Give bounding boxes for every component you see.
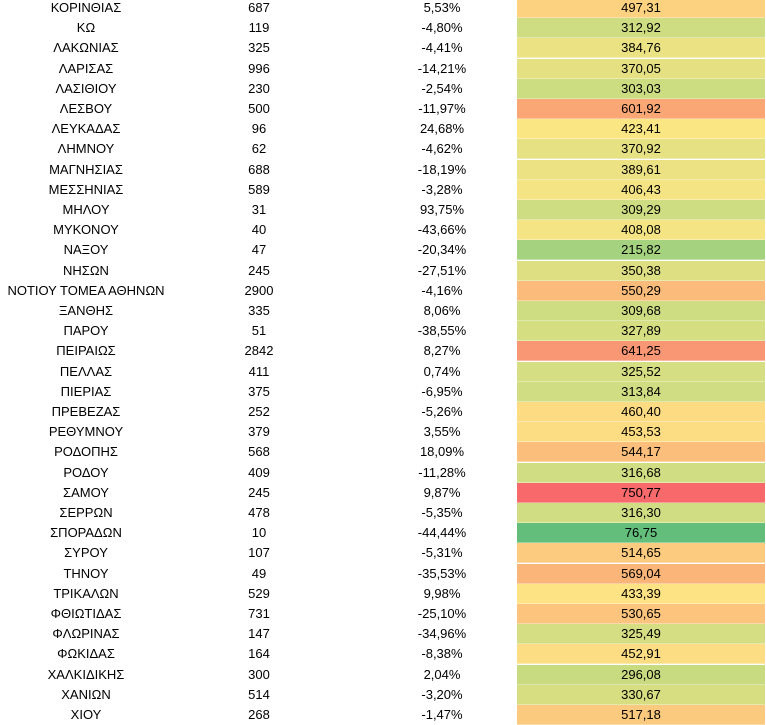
table-row [0, 200, 766, 220]
count-cell[interactable]: 268 [248, 707, 270, 722]
percent-change-cell[interactable]: -6,95% [421, 383, 463, 399]
table-row [0, 503, 766, 523]
value-cell[interactable]: 370,05 [517, 59, 765, 79]
region-name-cell[interactable]: ΧΑΝΙΩΝ [61, 686, 111, 702]
percent-change-cell[interactable]: -4,16% [421, 282, 463, 298]
percent-change-cell[interactable]: 8,06% [423, 303, 461, 318]
count-cell[interactable]: 40 [251, 222, 267, 238]
count-cell[interactable]: 568 [248, 444, 270, 460]
region-name-cell[interactable]: ΛΑΚΩΝΙΑΣ [53, 40, 119, 56]
count-cell[interactable]: 514 [248, 686, 270, 702]
count-cell[interactable]: 230 [248, 80, 270, 96]
percent-change-cell[interactable]: -43,66% [417, 222, 467, 238]
percent-change-cell[interactable]: -1,47% [421, 707, 463, 722]
percent-change-cell[interactable]: -38,55% [417, 323, 467, 339]
percent-change-cell[interactable]: -34,96% [417, 626, 467, 642]
percent-change-cell[interactable]: 24,68% [419, 121, 465, 137]
value-cell[interactable]: 312,92 [517, 18, 765, 38]
table-row [0, 160, 766, 180]
percent-change-cell[interactable]: -4,41% [421, 40, 463, 56]
region-name-cell[interactable]: ΞΑΝΘΗΣ [58, 303, 114, 318]
count-cell[interactable]: 335 [248, 303, 270, 318]
percent-change-cell[interactable]: 3,55% [423, 424, 461, 440]
count-cell[interactable]: 47 [251, 242, 267, 258]
percent-change-cell[interactable]: -3,28% [421, 181, 463, 197]
table-row [0, 0, 766, 18]
region-name-cell[interactable]: ΦΘΙΩΤΙΔΑΣ [50, 606, 122, 621]
value-cell[interactable]: 309,68 [517, 301, 765, 321]
region-name-cell[interactable]: ΜΥΚΟΝΟΥ [53, 222, 119, 238]
count-cell[interactable]: 10 [251, 525, 267, 541]
value-cell[interactable]: 750,77 [517, 483, 765, 503]
value-cell[interactable]: 423,41 [517, 119, 765, 139]
table-row [0, 119, 766, 139]
table-row [0, 644, 766, 664]
count-cell[interactable]: 49 [251, 565, 267, 581]
table-row [0, 604, 766, 624]
count-cell[interactable]: 325 [248, 40, 270, 56]
table-row [0, 301, 766, 321]
percent-change-cell[interactable]: -11,28% [418, 464, 466, 480]
table-row [0, 523, 766, 543]
count-cell[interactable]: 252 [248, 404, 270, 419]
percent-change-cell[interactable]: -5,35% [421, 505, 463, 520]
region-name-cell[interactable]: ΠΙΕΡΙΑΣ [60, 383, 112, 399]
table-row [0, 362, 766, 382]
table-row [0, 665, 766, 685]
region-name-cell[interactable]: ΠΕΛΛΑΣ [59, 363, 113, 379]
value-cell[interactable]: 460,40 [517, 402, 765, 422]
percent-change-cell[interactable]: 0,74% [423, 363, 461, 379]
table-row [0, 180, 766, 200]
count-cell[interactable]: 119 [248, 20, 270, 36]
value-cell[interactable]: 569,04 [517, 564, 765, 584]
region-name-cell[interactable]: ΚΩ [76, 20, 96, 36]
region-name-cell[interactable]: ΠΑΡΟΥ [63, 323, 109, 339]
table-row [0, 442, 766, 462]
percent-change-cell[interactable]: 9,87% [423, 484, 461, 500]
value-cell[interactable]: 215,82 [517, 240, 765, 260]
count-cell[interactable]: 589 [248, 181, 270, 197]
value-cell[interactable]: 296,08 [517, 665, 765, 685]
count-cell[interactable]: 2842 [244, 343, 274, 359]
percent-change-cell[interactable]: -3,20% [421, 686, 463, 702]
count-cell[interactable]: 500 [248, 101, 270, 116]
table-row [0, 341, 766, 361]
value-cell[interactable]: 350,38 [517, 261, 765, 281]
value-cell[interactable]: 408,08 [517, 220, 765, 240]
value-cell[interactable]: 452,91 [517, 644, 765, 664]
region-name-cell[interactable]: ΤΡΙΚΑΛΩΝ [53, 585, 119, 601]
region-name-cell[interactable]: ΠΕΙΡΑΙΩΣ [56, 343, 116, 359]
table-row [0, 79, 766, 99]
table-row [0, 705, 766, 725]
count-cell[interactable]: 478 [248, 505, 270, 520]
count-cell[interactable]: 96 [251, 121, 267, 137]
value-cell[interactable]: 517,18 [517, 705, 765, 725]
region-name-cell[interactable]: ΦΩΚΙΔΑΣ [57, 646, 115, 662]
region-name-cell[interactable]: ΡΟΔΟΥ [63, 464, 109, 480]
table-row [0, 99, 766, 119]
value-cell[interactable]: 303,03 [517, 79, 765, 99]
table-row [0, 240, 766, 260]
count-cell[interactable]: 375 [248, 383, 270, 399]
table-row [0, 261, 766, 281]
table-row [0, 382, 766, 402]
count-cell[interactable]: 245 [248, 484, 270, 500]
table-row [0, 422, 766, 442]
value-cell[interactable]: 544,17 [517, 442, 765, 462]
percent-change-cell[interactable]: -44,44% [417, 525, 467, 541]
count-cell[interactable]: 731 [248, 606, 270, 621]
value-cell[interactable]: 316,30 [517, 503, 765, 523]
count-cell[interactable]: 687 [248, 0, 270, 15]
table-row [0, 38, 766, 58]
table-row [0, 220, 766, 240]
percent-change-cell[interactable]: -2,54% [421, 80, 463, 96]
value-cell[interactable]: 384,76 [517, 38, 765, 58]
region-name-cell[interactable]: ΛΕΥΚΑΔΑΣ [51, 121, 121, 137]
value-cell[interactable]: 330,67 [517, 685, 765, 705]
region-name-cell[interactable]: ΣΑΜΟΥ [63, 484, 109, 500]
value-cell[interactable]: 313,84 [517, 382, 765, 402]
region-name-cell[interactable]: ΣΕΡΡΩΝ [59, 505, 113, 520]
percent-change-cell[interactable]: -20,34% [417, 242, 467, 258]
value-cell[interactable]: 497,31 [517, 0, 765, 18]
percent-change-cell[interactable]: -5,26% [421, 404, 463, 419]
count-cell[interactable]: 409 [248, 464, 270, 480]
region-name-cell[interactable]: ΣΥΡΟΥ [64, 545, 108, 561]
region-name-cell[interactable]: ΛΕΣΒΟΥ [59, 101, 113, 116]
count-cell[interactable]: 996 [248, 60, 270, 76]
percent-change-cell[interactable]: -14,21% [417, 60, 467, 76]
table-row [0, 584, 766, 604]
table-row [0, 543, 766, 563]
count-cell[interactable]: 107 [248, 545, 270, 561]
percent-change-cell[interactable]: 93,75% [419, 202, 465, 217]
count-cell[interactable]: 688 [248, 161, 270, 177]
region-name-cell[interactable]: ΣΠΟΡΑΔΩΝ [50, 525, 122, 541]
percent-change-cell[interactable]: 5,53% [423, 0, 461, 15]
region-name-cell[interactable]: ΜΑΓΝΗΣΙΑΣ [49, 161, 123, 177]
region-name-cell[interactable]: ΝΑΞΟΥ [63, 242, 109, 258]
value-cell[interactable]: 530,65 [517, 604, 765, 624]
region-name-cell[interactable]: ΜΗΛΟΥ [62, 202, 110, 217]
count-cell[interactable]: 51 [251, 323, 267, 339]
value-cell[interactable]: 433,39 [517, 584, 765, 604]
value-cell[interactable]: 309,29 [517, 200, 765, 220]
region-name-cell[interactable]: ΦΛΩΡΙΝΑΣ [52, 626, 120, 642]
value-cell[interactable]: 406,43 [517, 180, 765, 200]
percent-change-cell[interactable]: -8,38% [421, 646, 463, 662]
value-cell[interactable]: 453,53 [517, 422, 765, 442]
percent-change-cell[interactable]: -11,97% [418, 101, 466, 116]
value-cell[interactable]: 325,49 [517, 624, 765, 644]
value-cell[interactable]: 641,25 [517, 341, 765, 361]
region-name-cell[interactable]: ΛΗΜΝΟΥ [57, 141, 115, 157]
value-cell[interactable]: 601,92 [517, 99, 765, 119]
percent-change-cell[interactable]: 18,09% [419, 444, 465, 460]
region-name-cell[interactable]: ΝΟΤΙΟΥ ΤΟΜΕΑ ΑΘΗΝΩΝ [7, 282, 165, 298]
count-cell[interactable]: 245 [248, 262, 270, 278]
percent-change-cell[interactable]: -4,62% [421, 141, 463, 157]
table-row [0, 59, 766, 79]
count-cell[interactable]: 31 [251, 202, 267, 217]
value-cell[interactable]: 514,65 [517, 543, 765, 563]
percent-change-cell[interactable]: -5,31% [421, 545, 463, 561]
region-name-cell[interactable]: ΡΕΘΥΜΝΟΥ [48, 424, 124, 440]
count-cell[interactable]: 411 [248, 363, 270, 379]
region-name-cell[interactable]: ΧΑΛΚΙΔΙΚΗΣ [47, 666, 125, 682]
region-name-cell[interactable]: ΚΟΡΙΝΘΙΑΣ [50, 0, 122, 15]
percent-change-cell[interactable]: -18,19% [417, 161, 467, 177]
table-row [0, 463, 766, 483]
percent-change-cell[interactable]: -35,53% [417, 565, 467, 581]
table-row [0, 139, 766, 159]
value-cell[interactable]: 370,92 [517, 139, 765, 159]
value-cell[interactable]: 76,75 [517, 523, 765, 543]
region-name-cell[interactable]: ΧΙΟΥ [70, 707, 102, 722]
count-cell[interactable]: 2900 [244, 282, 274, 298]
count-cell[interactable]: 379 [248, 424, 270, 440]
value-cell[interactable]: 316,68 [517, 463, 765, 483]
value-cell[interactable]: 550,29 [517, 281, 765, 301]
table-row [0, 281, 766, 301]
percent-change-cell[interactable]: -27,51% [417, 262, 467, 278]
count-cell[interactable]: 62 [251, 141, 267, 157]
region-name-cell[interactable]: ΛΑΡΙΣΑΣ [58, 60, 114, 76]
table-row [0, 321, 766, 341]
region-name-cell[interactable]: ΝΗΣΩΝ [63, 262, 109, 278]
table-row [0, 18, 766, 38]
value-cell[interactable]: 389,61 [517, 160, 765, 180]
count-cell[interactable]: 164 [248, 646, 270, 662]
value-cell[interactable]: 327,89 [517, 321, 765, 341]
percent-change-cell[interactable]: 8,27% [423, 343, 461, 359]
count-cell[interactable]: 529 [248, 585, 270, 601]
table-row [0, 402, 766, 422]
value-cell[interactable]: 325,52 [517, 362, 765, 382]
region-name-cell[interactable]: ΤΗΝΟΥ [63, 565, 109, 581]
region-name-cell[interactable]: ΠΡΕΒΕΖΑΣ [51, 404, 121, 419]
table-row [0, 564, 766, 584]
region-name-cell[interactable]: ΜΕΣΣΗΝΙΑΣ [48, 181, 124, 197]
count-cell[interactable]: 300 [248, 666, 270, 682]
table-row [0, 685, 766, 705]
percent-change-cell[interactable]: -4,80% [421, 20, 463, 36]
percent-change-cell[interactable]: 9,98% [423, 585, 461, 601]
region-name-cell[interactable]: ΡΟΔΟΠΗΣ [54, 444, 118, 460]
percent-change-cell[interactable]: -25,10% [417, 606, 467, 621]
percent-change-cell[interactable]: 2,04% [423, 666, 461, 682]
count-cell[interactable]: 147 [248, 626, 270, 642]
table-row [0, 483, 766, 503]
table-row [0, 624, 766, 644]
region-name-cell[interactable]: ΛΑΣΙΘΙΟΥ [55, 80, 117, 96]
